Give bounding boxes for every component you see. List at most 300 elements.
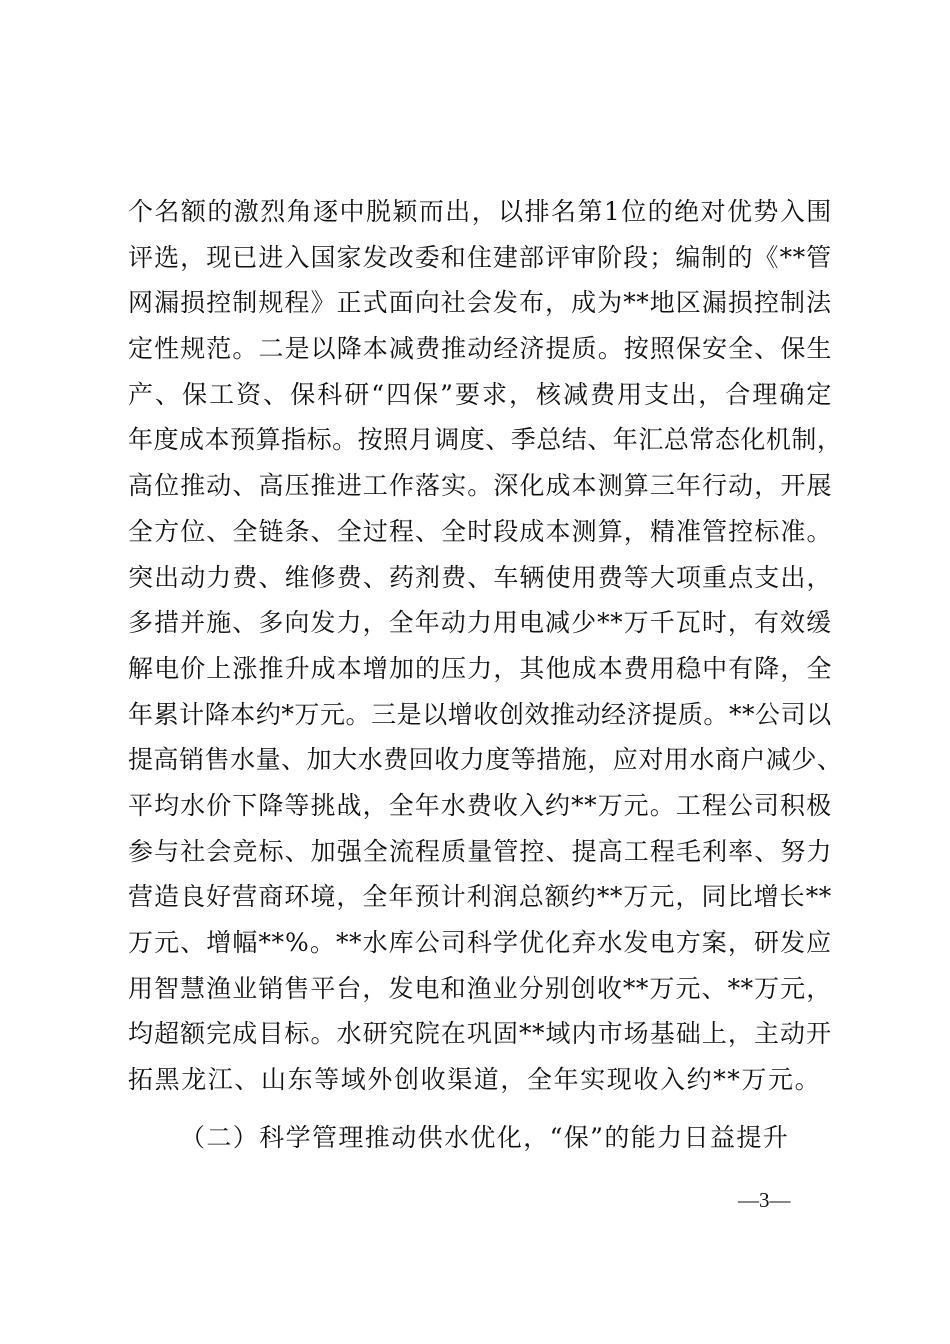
text-line	[128, 280, 832, 326]
glyph: 高	[597, 836, 624, 866]
glyph: 力	[336, 608, 363, 638]
glyph: 、	[281, 745, 307, 775]
glyph: 成	[571, 288, 597, 318]
glyph: 额	[180, 1019, 206, 1049]
text-line	[128, 235, 832, 281]
glyph: 名	[154, 197, 180, 226]
glyph: 案	[701, 928, 728, 957]
glyph: 费	[466, 790, 493, 820]
glyph: 编	[675, 242, 701, 272]
glyph: 评	[128, 242, 154, 272]
glyph: 营	[232, 882, 258, 912]
glyph: 全	[388, 608, 415, 638]
glyph: 度	[153, 425, 180, 455]
glyph: 研	[344, 379, 370, 409]
glyph: 价	[206, 790, 232, 820]
glyph: 水	[689, 745, 715, 775]
glyph: 预	[414, 882, 441, 912]
glyph: 应	[806, 928, 832, 957]
glyph: 利	[466, 882, 493, 912]
glyph: 业	[492, 973, 519, 1003]
glyph: 以	[310, 334, 337, 364]
text-line	[128, 1011, 832, 1057]
glyph: 造	[154, 882, 180, 912]
glyph: 保	[413, 379, 439, 409]
glyph: 出	[780, 562, 806, 592]
glyph: 有	[728, 653, 754, 683]
glyph: **	[518, 1019, 545, 1049]
glyph: 出	[154, 562, 180, 592]
glyph: 化	[519, 471, 545, 501]
glyph: 保	[675, 334, 702, 364]
glyph: 理	[752, 379, 778, 409]
glyph: 实	[441, 471, 467, 501]
glyph: 售	[284, 973, 310, 1003]
glyph: 本	[597, 653, 624, 683]
text-line	[128, 829, 832, 875]
glyph: 销	[258, 973, 284, 1003]
glyph: 科	[466, 928, 493, 957]
glyph: 面	[388, 288, 415, 318]
glyph: 电	[154, 653, 180, 683]
glyph: 、	[816, 745, 843, 775]
glyph: 位	[154, 471, 180, 501]
glyph: 元	[675, 973, 701, 1003]
glyph: 内	[571, 1019, 598, 1049]
glyph: 布	[518, 288, 545, 318]
page-number: —3—	[738, 1188, 791, 1212]
glyph: 万	[597, 790, 624, 820]
glyph: 激	[233, 197, 260, 226]
glyph: 保	[290, 379, 316, 409]
glyph: 业	[232, 973, 258, 1003]
glyph: 目	[258, 1019, 284, 1049]
glyph: 固	[492, 1019, 519, 1049]
glyph: 求	[481, 379, 508, 409]
glyph: 础	[675, 1019, 702, 1049]
glyph: 用	[663, 745, 690, 775]
glyph: ，	[362, 608, 389, 638]
glyph: 创	[570, 973, 597, 1003]
glyph: 极	[806, 790, 832, 820]
glyph: 、	[754, 836, 780, 866]
glyph: 本	[336, 653, 363, 683]
glyph: 过	[362, 516, 389, 546]
glyph: ，	[362, 973, 388, 1003]
glyph: 测	[571, 516, 598, 546]
glyph: **	[622, 973, 649, 1003]
glyph: 化	[740, 425, 766, 455]
glyph: 围	[806, 197, 832, 226]
glyph: 测	[597, 471, 624, 501]
glyph: 累	[153, 699, 180, 729]
glyph: 年	[675, 471, 702, 501]
glyph: ，	[780, 653, 806, 683]
text-line	[128, 874, 832, 920]
glyph: 展	[806, 471, 832, 501]
glyph: 水	[597, 928, 623, 957]
glyph: 、	[545, 836, 572, 866]
glyph: 按	[623, 334, 650, 364]
glyph: 与	[154, 836, 180, 866]
text-line	[128, 600, 832, 646]
glyph: 核	[536, 379, 562, 409]
glyph: 评	[545, 242, 571, 272]
glyph: 管	[702, 516, 728, 546]
glyph: 全	[441, 516, 467, 546]
glyph: 院	[414, 1019, 441, 1049]
glyph: 同	[701, 882, 728, 912]
glyph: 年	[128, 425, 154, 455]
glyph: 增	[753, 882, 780, 912]
glyph: 确	[779, 379, 805, 409]
glyph: 。	[806, 516, 832, 546]
glyph: 他	[545, 653, 572, 683]
glyph: “	[371, 379, 385, 409]
glyph: 解	[128, 653, 154, 683]
glyph: ，	[816, 425, 843, 455]
glyph: 季	[510, 425, 537, 455]
glyph: 。	[467, 471, 493, 501]
glyph: 降	[258, 790, 284, 820]
glyph: 社	[440, 288, 467, 318]
glyph: 水	[440, 790, 467, 820]
glyph: 施	[206, 608, 232, 638]
glyph: 角	[286, 197, 313, 226]
glyph: 标	[258, 836, 284, 866]
glyph: 突	[128, 562, 154, 592]
glyph: 。	[703, 699, 729, 729]
glyph: 分	[518, 973, 545, 1003]
glyph: 会	[466, 288, 493, 318]
glyph: 合	[725, 379, 751, 409]
glyph: 少	[791, 745, 817, 775]
glyph: 汇	[638, 425, 664, 455]
glyph: 水	[362, 928, 389, 957]
glyph: 动	[440, 608, 467, 638]
text-line	[128, 417, 843, 463]
glyph: 努	[780, 836, 806, 866]
glyph: 费	[415, 334, 441, 364]
glyph: ，	[806, 973, 832, 1003]
glyph: 年	[414, 608, 441, 638]
glyph: 按	[357, 425, 384, 455]
glyph: 费	[597, 562, 624, 592]
glyph: 算	[623, 471, 650, 501]
glyph: 准	[675, 516, 702, 546]
glyph: 以	[498, 197, 524, 226]
glyph: ，	[362, 790, 389, 820]
glyph: 全	[362, 836, 389, 866]
glyph: 程	[415, 836, 441, 866]
glyph: 第	[577, 197, 603, 226]
glyph: 高	[258, 471, 284, 501]
glyph: **	[571, 790, 598, 820]
glyph: **	[258, 928, 285, 957]
glyph: 进	[336, 471, 363, 501]
glyph: 费	[336, 562, 363, 592]
text-line	[128, 372, 832, 418]
glyph: 度	[459, 425, 486, 455]
glyph: 幅	[232, 928, 258, 957]
glyph: 资	[236, 379, 262, 409]
glyph: 动	[206, 471, 232, 501]
glyph: 超	[154, 1019, 180, 1049]
glyph: 力	[206, 562, 232, 592]
glyph: 约	[570, 882, 597, 912]
glyph: 控	[753, 288, 780, 318]
glyph: 排	[524, 197, 551, 226]
glyph: 修	[310, 562, 337, 592]
glyph: 四	[386, 379, 412, 409]
glyph: 推	[550, 699, 576, 729]
glyph: 度	[485, 745, 511, 775]
glyph: 工	[209, 379, 235, 409]
glyph: 万	[754, 973, 780, 1003]
glyph: 巩	[466, 1019, 493, 1049]
glyph: 量	[255, 745, 282, 775]
glyph: 台	[336, 973, 362, 1003]
glyph: 减	[388, 334, 415, 364]
glyph: 控	[519, 836, 545, 866]
glyph: 千	[649, 608, 676, 638]
glyph: 结	[561, 425, 588, 455]
glyph: 平	[128, 790, 154, 820]
glyph: 司	[440, 928, 467, 957]
glyph: 住	[466, 242, 493, 272]
glyph: 国	[310, 242, 336, 272]
glyph: 中	[339, 197, 366, 226]
glyph: 电	[649, 928, 676, 957]
glyph: ，	[336, 882, 362, 912]
glyph: 的	[647, 197, 674, 226]
glyph: 瓦	[675, 608, 702, 638]
glyph: 成	[571, 653, 598, 683]
glyph: 销	[179, 745, 205, 775]
glyph: ，	[727, 928, 754, 957]
glyph: 施	[561, 745, 588, 775]
glyph: 润	[492, 882, 519, 912]
section-heading: （二）科学管理推动供水优化，“保”的能力日益提升	[180, 1123, 790, 1152]
glyph: 司	[753, 790, 780, 820]
glyph: 费	[383, 745, 409, 775]
glyph: 位	[180, 516, 206, 546]
glyph: 水	[336, 1019, 363, 1049]
glyph: 公	[727, 790, 754, 820]
glyph: 总	[518, 882, 545, 912]
glyph: 链	[258, 516, 284, 546]
glyph: 流	[388, 836, 415, 866]
glyph: 力	[459, 745, 486, 775]
glyph: 开	[780, 471, 806, 501]
glyph: 环	[284, 882, 310, 912]
glyph: 烈	[260, 197, 286, 226]
glyph: ，	[493, 653, 519, 683]
glyph: 选	[154, 242, 180, 272]
glyph: 增	[362, 653, 389, 683]
glyph: ，	[675, 882, 701, 912]
glyph: 项	[675, 562, 702, 592]
glyph: 制	[701, 242, 727, 272]
glyph: 车	[493, 562, 519, 592]
glyph: 以	[806, 699, 832, 729]
glyph: 计	[179, 699, 205, 729]
glyph: 《	[753, 242, 780, 272]
glyph: 部	[518, 242, 545, 272]
glyph: 动	[467, 334, 493, 364]
glyph: **	[779, 242, 806, 272]
glyph: 入	[779, 197, 806, 226]
glyph: 渔	[206, 973, 232, 1003]
body-paragraph	[128, 189, 848, 1103]
glyph: 多	[258, 608, 284, 638]
glyph: 下	[232, 790, 258, 820]
glyph: 保	[182, 379, 208, 409]
glyph: 。	[310, 1019, 336, 1049]
glyph: 用	[571, 562, 598, 592]
glyph: 。	[309, 928, 336, 957]
glyph: 常	[689, 425, 715, 455]
glyph: 全	[388, 790, 415, 820]
glyph: 照	[383, 425, 409, 455]
glyph: 公	[755, 699, 781, 729]
glyph: 重	[702, 562, 728, 592]
glyph: 而	[418, 197, 445, 226]
glyph: 准	[780, 516, 806, 546]
glyph: 行	[702, 471, 728, 501]
glyph: 商	[258, 882, 284, 912]
glyph: 发	[310, 608, 336, 638]
glyph: 、	[310, 516, 337, 546]
glyph: 主	[753, 1019, 780, 1049]
glyph: %	[285, 928, 310, 957]
glyph: 参	[128, 836, 154, 866]
glyph: 预	[230, 425, 256, 455]
glyph: 标	[306, 425, 333, 455]
glyph: 时	[701, 608, 728, 638]
glyph: 程	[284, 288, 310, 318]
glyph: 入	[518, 790, 545, 820]
glyph: 元	[780, 973, 806, 1003]
glyph: 别	[544, 973, 571, 1003]
glyph: 市	[597, 1019, 624, 1049]
glyph: 成	[519, 516, 545, 546]
glyph: 营	[128, 882, 154, 912]
glyph: 质	[441, 836, 467, 866]
glyph: 成	[545, 471, 572, 501]
glyph: 。	[345, 699, 372, 729]
glyph: 、	[415, 516, 441, 546]
glyph: 上	[206, 653, 232, 683]
glyph: 创	[498, 699, 525, 729]
glyph: 年	[612, 425, 639, 455]
glyph: 年	[128, 699, 154, 729]
glyph: 成	[232, 1019, 258, 1049]
glyph: 现	[206, 242, 232, 272]
glyph: 用	[128, 973, 154, 1003]
glyph: ”	[440, 379, 454, 409]
glyph: 进	[258, 242, 284, 272]
glyph: 控	[206, 288, 232, 318]
glyph: 性	[154, 334, 180, 364]
glyph: ；	[649, 242, 675, 272]
glyph: 研	[362, 1019, 389, 1049]
glyph: 支	[754, 562, 780, 592]
glyph: 用	[649, 653, 676, 683]
glyph: 基	[649, 1019, 676, 1049]
glyph: 经	[493, 334, 519, 364]
glyph: 措	[536, 745, 562, 775]
glyph: 、	[258, 562, 284, 592]
glyph: 万	[623, 882, 649, 912]
glyph: 程	[388, 516, 415, 546]
glyph: 漏	[154, 288, 180, 318]
glyph: *	[281, 699, 295, 729]
glyph: 利	[702, 836, 728, 866]
glyph: 推	[441, 334, 467, 364]
glyph: 社	[180, 836, 206, 866]
glyph: 开	[806, 1019, 832, 1049]
glyph: 制	[780, 288, 806, 318]
text-line	[128, 966, 832, 1012]
glyph: 年	[388, 882, 414, 912]
glyph: 。	[332, 425, 358, 455]
glyph: 应	[612, 745, 639, 775]
glyph: 入	[284, 242, 310, 272]
glyph: 稳	[675, 653, 702, 683]
glyph: 网	[128, 288, 154, 318]
glyph: 个	[128, 197, 154, 226]
glyph: 提	[545, 334, 572, 364]
glyph: 为	[597, 288, 623, 318]
glyph: 。	[649, 790, 676, 820]
glyph: 域	[545, 1019, 571, 1049]
glyph: 场	[623, 1019, 650, 1049]
glyph: 学	[493, 928, 519, 957]
glyph: 额	[544, 882, 571, 912]
glyph: 二	[258, 334, 284, 364]
glyph: 缓	[806, 608, 832, 638]
glyph: 经	[601, 699, 627, 729]
glyph: 挑	[310, 790, 336, 820]
glyph: 提	[652, 699, 678, 729]
glyph: 地	[649, 288, 676, 318]
glyph: 减	[563, 379, 589, 409]
glyph: **	[596, 882, 623, 912]
glyph: 价	[180, 653, 206, 683]
glyph: 要	[454, 379, 481, 409]
glyph: 的	[207, 197, 233, 226]
glyph: 涨	[232, 653, 258, 683]
glyph: 力	[466, 608, 493, 638]
glyph: 标	[284, 1019, 310, 1049]
glyph: 管	[806, 242, 832, 272]
glyph: 等	[623, 562, 650, 592]
glyph: 颖	[392, 197, 418, 226]
glyph: 约	[545, 790, 571, 820]
glyph: 、	[467, 562, 493, 592]
glyph: 标	[754, 516, 780, 546]
glyph: 控	[728, 516, 754, 546]
glyph: 水	[357, 745, 384, 775]
glyph: 式	[362, 288, 389, 318]
glyph: 产	[128, 379, 154, 409]
glyph: 高	[153, 745, 180, 775]
glyph: 费	[232, 562, 258, 592]
glyph: 率	[728, 836, 754, 866]
glyph: ，	[727, 608, 754, 638]
glyph: ，	[623, 516, 650, 546]
